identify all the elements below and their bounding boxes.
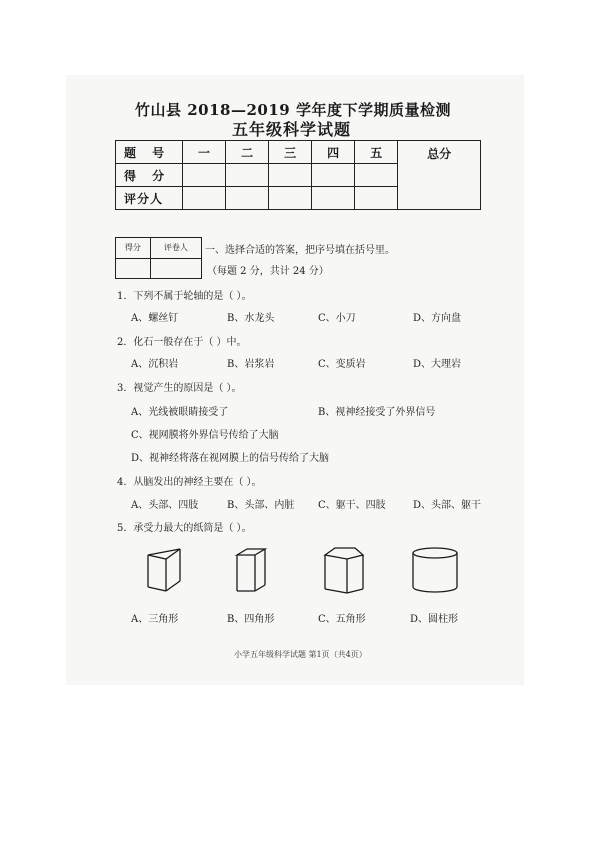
question-2-option-a[interactable]: A、沉积岩: [131, 359, 179, 370]
score-input-cell[interactable]: [355, 164, 398, 187]
question-1-option-d[interactable]: D、方向盘: [413, 313, 462, 324]
cylinder-icon: [409, 545, 461, 597]
score-table-header-row: [116, 141, 481, 164]
score-input-cell[interactable]: [183, 164, 226, 187]
page-footer: 小学五年级科学试题 第1页（共4页）: [234, 650, 367, 659]
exam-title: 竹山县 2018—2019 学年度下学期质量检测: [135, 101, 451, 119]
question-1-option-c[interactable]: C、小刀: [318, 313, 356, 324]
grader-input-cell[interactable]: [355, 187, 398, 210]
question-5-option-b[interactable]: B、四角形: [227, 614, 275, 625]
mini-grader-input[interactable]: [150, 258, 201, 279]
question-2-stem: 2．化石一般存在于（ ）中。: [117, 337, 247, 348]
question-2-option-d[interactable]: D、大理岩: [413, 359, 462, 370]
score-input-cell[interactable]: [269, 164, 312, 187]
mini-grader-label: 评卷人: [150, 238, 201, 259]
mini-score-input[interactable]: [116, 258, 151, 279]
question-5-option-c[interactable]: C、五角形: [318, 614, 366, 625]
question-1-stem: 1．下列不属于轮轴的是（ ）。: [117, 291, 252, 302]
grader-input-cell[interactable]: [226, 187, 269, 210]
question-1-option-a[interactable]: A、螺丝钉: [131, 313, 179, 324]
score-table-cell: 五: [355, 141, 398, 164]
question-5-option-a[interactable]: A、三角形: [131, 614, 179, 625]
question-5-stem: 5．承受力最大的纸筒是（ ）。: [117, 523, 252, 534]
question-3-option-a[interactable]: A、光线被眼睛接受了: [131, 407, 229, 418]
score-table: [115, 140, 481, 210]
question-5-option-d[interactable]: D、圆柱形: [410, 614, 459, 625]
question-2-option-b[interactable]: B、岩浆岩: [227, 359, 275, 370]
mini-score-label: 得分: [116, 238, 151, 259]
grader-input-cell[interactable]: [183, 187, 226, 210]
score-input-cell[interactable]: [312, 164, 355, 187]
grader-row-label: 评分人: [116, 187, 183, 210]
square-prism-icon: [233, 545, 271, 597]
triangular-prism-icon: [140, 545, 190, 595]
question-3-option-d[interactable]: D、视神经将落在视网膜上的信号传给了大脑: [131, 453, 330, 464]
score-row-label: 得 分: [116, 164, 183, 187]
score-table-cell: 一: [183, 141, 226, 164]
score-table-cell: 二: [226, 141, 269, 164]
question-3-option-b[interactable]: B、视神经接受了外界信号: [318, 407, 436, 418]
question-4-option-d[interactable]: D、头部、躯干: [413, 500, 482, 511]
question-3-stem: 3．视觉产生的原因是（ ）。: [117, 383, 242, 394]
question-4-option-b[interactable]: B、头部、内脏: [227, 500, 295, 511]
section1-title: 一、选择合适的答案，把序号填在括号里。: [205, 245, 395, 256]
pentagonal-prism-icon: [321, 545, 367, 597]
question-4-stem: 4．从脑发出的神经主要在（ ）。: [117, 477, 262, 488]
score-table-cell-total: 总分: [398, 141, 481, 210]
grader-input-cell[interactable]: [269, 187, 312, 210]
score-table-cell: 四: [312, 141, 355, 164]
exam-subtitle: 五年级科学试题: [232, 120, 352, 139]
question-1-option-b[interactable]: B、水龙头: [227, 313, 275, 324]
score-input-cell[interactable]: [226, 164, 269, 187]
section1-note: （每题 2 分，共计 24 分）: [207, 266, 329, 277]
section-score-box: [115, 237, 202, 279]
question-4-option-c[interactable]: C、躯干、四肢: [318, 500, 386, 511]
score-table-cell: 题 号: [116, 141, 183, 164]
question-3-option-c[interactable]: C、视网膜将外界信号传给了大脑: [131, 430, 279, 441]
grader-input-cell[interactable]: [312, 187, 355, 210]
question-4-option-a[interactable]: A、头部、四肢: [131, 500, 199, 511]
question-2-option-c[interactable]: C、变质岩: [318, 359, 366, 370]
score-table-cell: 三: [269, 141, 312, 164]
